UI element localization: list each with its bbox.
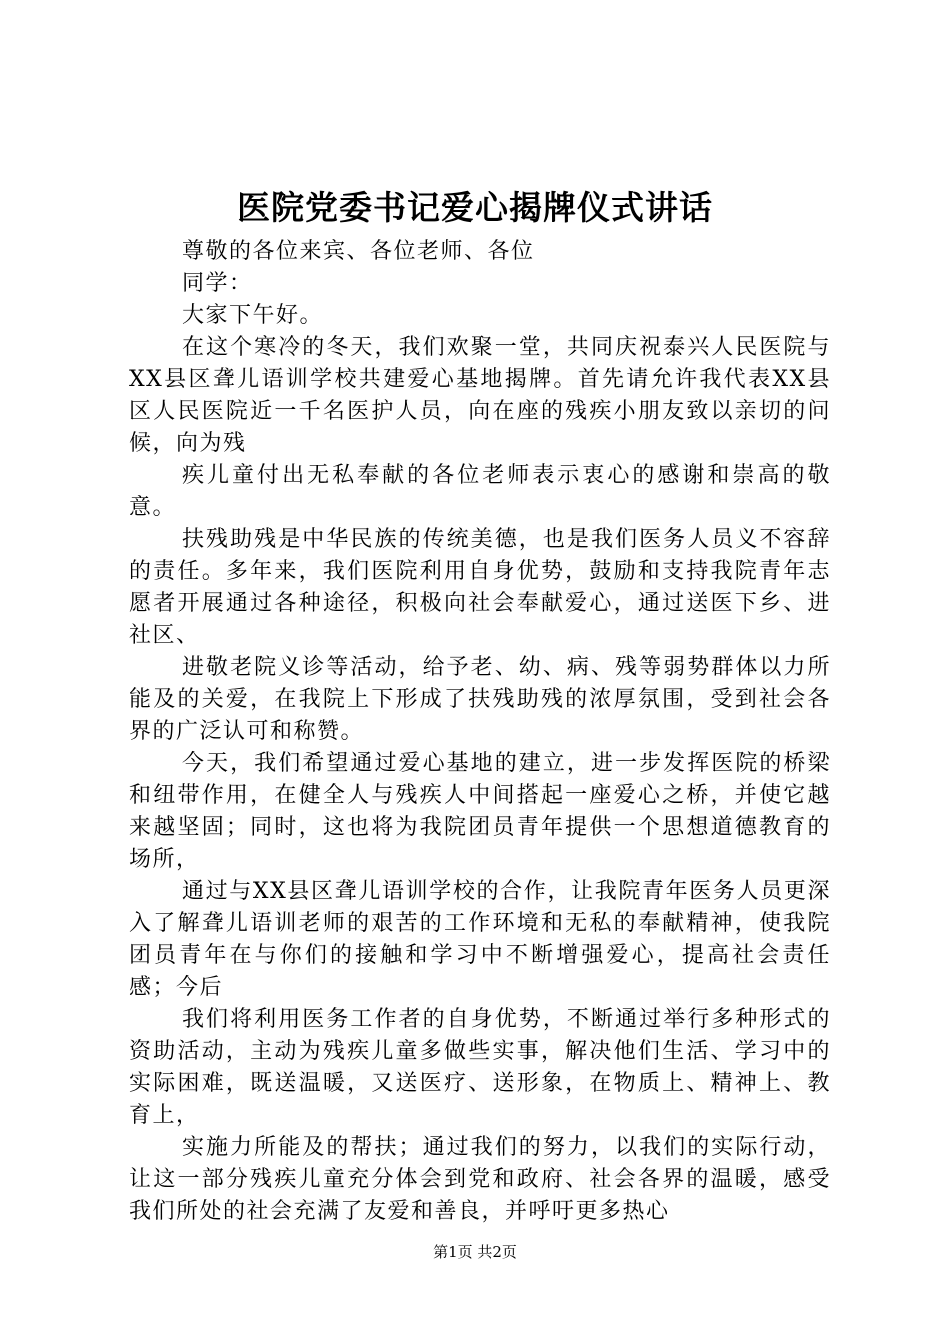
paragraph-text: 通过与XX县区聋儿语训学校的合作，让我院青年医务人员更深入了解聋儿语训老师的艰苦的工作环境和无私的奉献精神，使我院团员青年在与你们的接触和学习中不断增强爱心，提高社会责任感；今后 bbox=[129, 879, 831, 1000]
paragraph-text: 疾儿童付出无私奉献的各位老师表示衷心的感谢和崇高的敬意。 bbox=[129, 463, 831, 520]
paragraph-text: 扶残助残是中华民族的传统美德，也是我们医务人员义不容辞的责任。多年来，我们医院利用自身优势，鼓励和支持我院青年志愿者开展通过各种途径，积极向社会奉献爱心，通过送医下乡、进社区、 bbox=[129, 527, 831, 648]
paragraph-text: 我们将利用医务工作者的自身优势，不断通过举行多种形式的资助活动，主动为残疾儿童多做些实事，解决他们生活、学习中的实际困难，既送温暖，又送医疗、送形象，在物质上、精神上、教育上， bbox=[129, 1007, 831, 1128]
paragraph-greeting: 大家下午好。 bbox=[182, 303, 324, 328]
document-title: 医院党委书记爱心揭牌仪式讲话 bbox=[237, 188, 713, 227]
paragraph-salutation-1: 尊敬的各位来宾、各位老师、各位 bbox=[182, 239, 535, 264]
page-number-footer: 第1页 共2页 bbox=[433, 1243, 517, 1261]
paragraph-text: 今天，我们希望通过爱心基地的建立，进一步发挥医院的桥梁和纽带作用，在健全人与残疾人中间搭起一座爱心之桥，并使它越来越坚固；同时，这也将为我院团员青年提供一个思想道德教育的场所， bbox=[129, 751, 831, 872]
paragraph-text: 实施力所能及的帮扶；通过我们的努力，以我们的实际行动，让这一部分残疾儿童充分体会到党和政府、社会各界的温暖，感受我们所处的社会充满了友爱和善良，并呼吁更多热心 bbox=[129, 1135, 831, 1224]
paragraph-salutation-2: 同学： bbox=[182, 271, 253, 296]
paragraph-text: 在这个寒冷的冬天，我们欢聚一堂，共同庆祝泰兴人民医院与XX县区聋儿语训学校共建爱心基地揭牌。首先请允许我代表XX县区人民医院近一千名医护人员，向在座的残疾小朋友致以亲切的问候，向为残 bbox=[129, 335, 831, 456]
paragraph-text: 进敬老院义诊等活动，给予老、幼、病、残等弱势群体以力所能及的关爱，在我院上下形成了扶残助残的浓厚氛围，受到社会各界的广泛认可和称赞。 bbox=[129, 655, 831, 744]
document-body bbox=[129, 236, 831, 1228]
